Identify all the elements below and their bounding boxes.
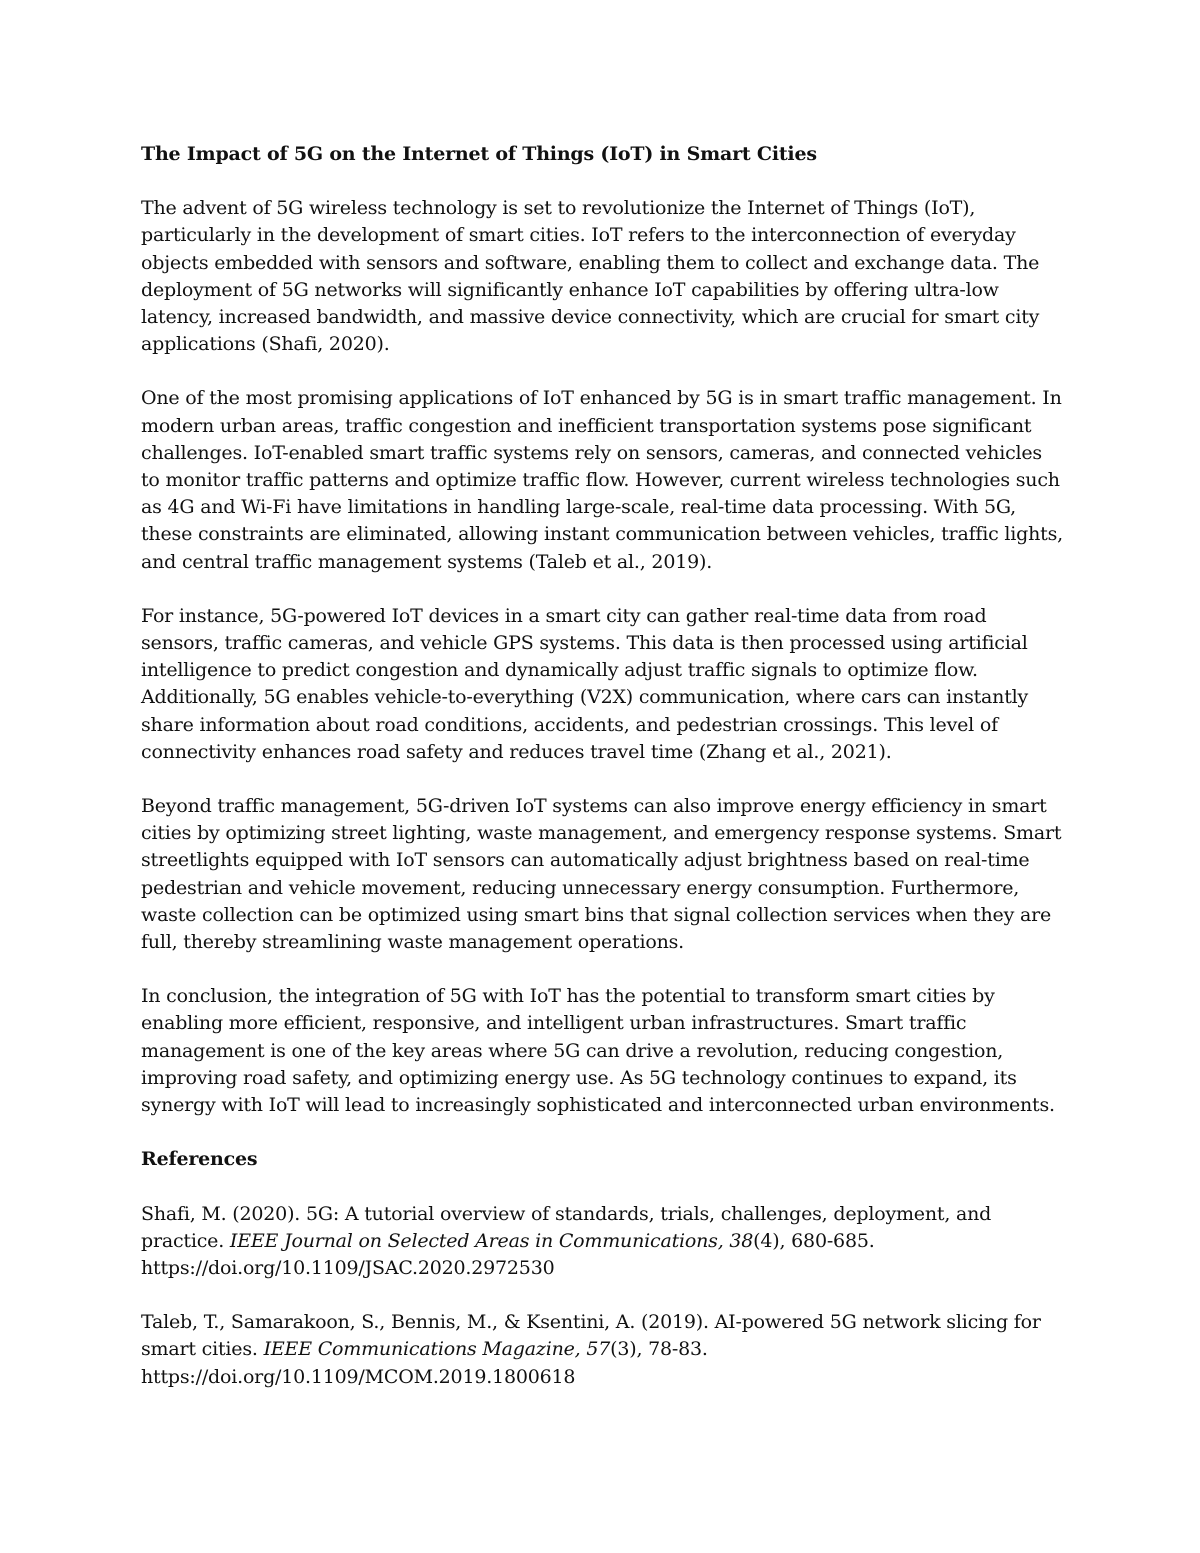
paragraph-traffic-management: One of the most promising applications of IoT enhanced by 5G is in smart traffic management. In modern urban areas, traffic congestion and inefficient transportation systems pose significant challenges. IoT-enabled smart traffic systems rely on sensors, cameras, and connected vehicles to monitor traffic patterns and optimize traffic flow. However, current wireless technologies such as 4G and Wi-Fi have limitations in handling large-scale, real-time data processing. With 5G, these constraints are eliminated, allowing instant communication between vehicles, traffic lights, and central traffic management systems (Taleb et al., 2019). <box>141 387 1063 573</box>
reference-doi: https://doi.org/10.1109/JSAC.2020.2972530 <box>141 1256 555 1279</box>
reference-lead: Shafi, M. (2020). 5G: A tutorial overview of standards, trials, challenges, deployment, and practice. <box>141 1202 992 1252</box>
reference-doi: https://doi.org/10.1109/MCOM.2019.1800618 <box>141 1365 576 1388</box>
reference-lead: Taleb, T., Samarakoon, S., Bennis, M., & Ksentini, A. (2019). AI-powered 5G network slicing for smart cities. <box>141 1311 1041 1361</box>
paragraph-energy-efficiency: Beyond traffic management, 5G-driven IoT systems can also improve energy efficiency in smart cities by optimizing street lighting, waste management, and emergency response systems. Smart streetlights equipped with IoT sensors can automatically adjust brightness based on real-time pedestrian and vehicle movement, reducing unnecessary energy consumption. Furthermore, waste collection can be optimized using smart bins that signal collection services when they are full, thereby streamlining waste management operations. <box>141 795 1062 954</box>
reference-journal: IEEE Communications Magazine, 57 <box>263 1338 611 1361</box>
reference-shafi <box>141 1201 1066 1283</box>
paragraph-intro: The advent of 5G wireless technology is set to revolutionize the Internet of Things (IoT), particularly in the development of smart cities. IoT refers to the interconnection of everyday objects embedded with sensors and software, enabling them to collect and exchange data. The deployment of 5G networks will significantly enhance IoT capabilities by offering ultra-low latency, increased bandwidth, and massive device connectivity, which are crucial for smart city applications (Shafi, 2020). <box>141 197 1040 356</box>
paragraph-v2x: For instance, 5G-powered IoT devices in a smart city can gather real-time data from road sensors, traffic cameras, and vehicle GPS systems. This data is then processed using artificial intelligence to predict congestion and dynamically adjust traffic signals to optimize flow. Additionally, 5G enables vehicle-to-everything (V2X) communication, where cars can instantly share information about road conditions, accidents, and pedestrian crossings. This level of connectivity enhances road safety and reduces travel time (Zhang et al., 2021). <box>141 604 1029 763</box>
paragraph-conclusion: In conclusion, the integration of 5G with IoT has the potential to transform smart cities by enabling more efficient, responsive, and intelligent urban infrastructures. Smart traffic management is one of the key areas where 5G can drive a revolution, reducing congestion, improving road safety, and optimizing energy use. As 5G technology continues to expand, its synergy with IoT will lead to increasingly sophisticated and interconnected urban environments. <box>141 985 1055 1117</box>
reference-journal: IEEE Journal on Selected Areas in Communications, 38 <box>229 1229 754 1252</box>
reference-taleb <box>141 1309 1066 1391</box>
references-heading: References <box>141 1148 258 1171</box>
document-page <box>141 141 1066 1418</box>
reference-issue-pages: (4), 680-685. <box>753 1229 875 1252</box>
reference-issue-pages: (3), 78-83. <box>610 1338 708 1361</box>
document-title: The Impact of 5G on the Internet of Things (IoT) in Smart Cities <box>141 143 817 165</box>
